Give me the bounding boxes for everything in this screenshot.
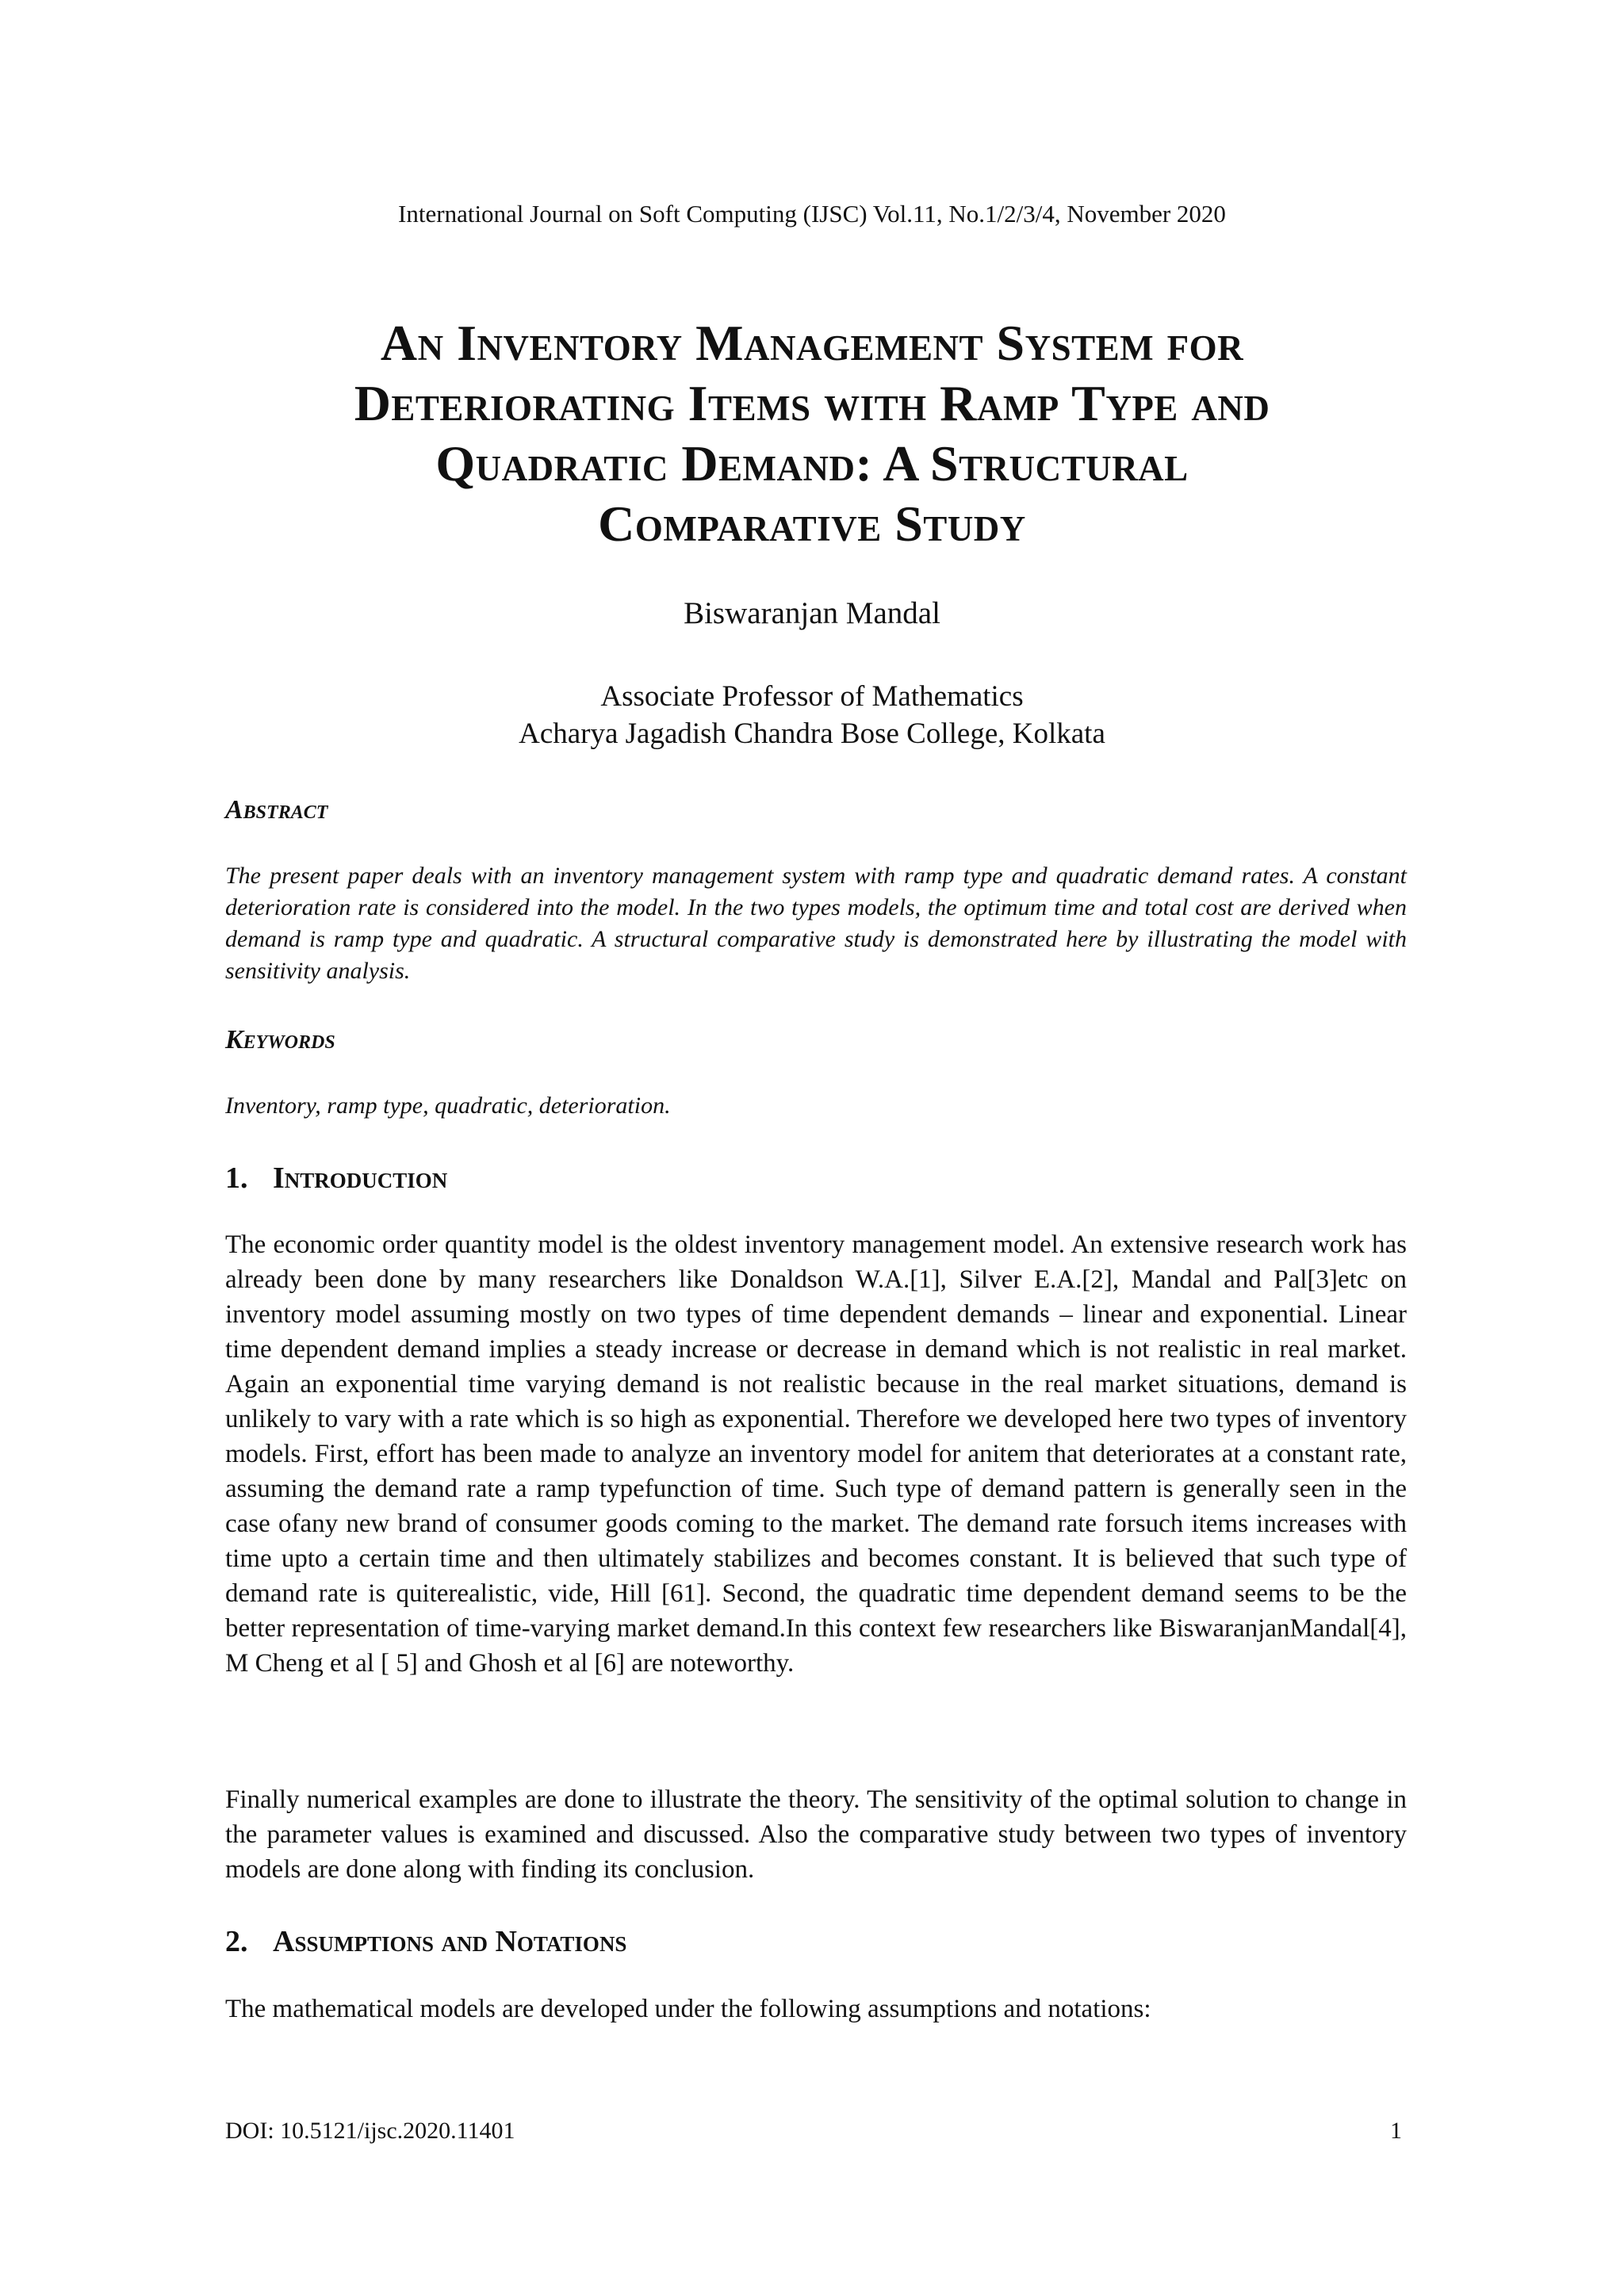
keywords-heading: Keywords xyxy=(225,1025,335,1054)
author-affiliation xyxy=(0,678,1624,752)
section-heading-introduction xyxy=(225,1159,447,1197)
paper-title xyxy=(178,313,1446,554)
page-number: 1 xyxy=(1390,2118,1402,2144)
footer-doi: DOI: 10.5121/ijsc.2020.11401 xyxy=(225,2118,515,2144)
section-number: 1. xyxy=(225,1161,248,1195)
title-line: Quadratic Demand: A Structural xyxy=(435,435,1189,492)
section-title: Assumptions and Notations xyxy=(273,1925,627,1958)
intro-paragraph: The economic order quantity model is the oldest inventory management model. An extensive research work has already been done by many researchers like Donaldson W.A.[1], Silver E.A.[2], Mandal and Pal[3]etc on inventory model assuming mostly on two types of time dependent demands – linear and exponential. Linear time dependent demand implies a steady increase or decrease in demand which is not realistic in real market. Again an exponential time varying demand is not realistic because in the real market situations, demand is unlikely to vary with a rate which is so high as exponential. Therefore we developed here two types of inventory models. First, effort has been made to analyze an inventory model for anitem that deteriorates at a constant rate, assuming the demand rate a ramp typefunction of time. Such type of demand pattern is generally seen in the case ofany new brand of consumer goods coming to the market. The demand rate forsuch items increases with time upto a certain time and then ultimately stabilizes and becomes constant. It is believed that such type of demand rate is quiterealistic, vide, Hill [61]. Second, the quadratic time dependent demand seems to be the better representation of time-varying market demand.In this context few researchers like BiswaranjanMandal[4], M Cheng et al [ 5] and Ghosh et al [6] are noteworthy. xyxy=(225,1230,1407,1678)
intro-paragraph: Finally numerical examples are done to illustrate the theory. The sensitivity of the optimal solution to change in the parameter values is examined and discussed. Also the comparative study between two types of inventory models are done along with finding its conclusion. xyxy=(225,1785,1407,1884)
abstract-heading: Abstract xyxy=(225,795,328,825)
author-name: Biswaranjan Mandal xyxy=(684,596,940,630)
section-number: 2. xyxy=(225,1925,248,1958)
assumptions-paragraph: The mathematical models are developed under the following assumptions and notations: xyxy=(225,1995,1151,2023)
affiliation-line: Acharya Jagadish Chandra Bose College, Kolkata xyxy=(519,718,1105,750)
abstract-text: The present paper deals with an inventory management system with ramp type and quadratic demand rates. A constant deterioration rate is considered into the model. In the two types models, the optimum time and total cost are derived when demand is ramp type and quadratic. A structural comparative study is demonstrated here by illustrating the model with sensitivity analysis. xyxy=(225,863,1407,984)
title-line: Deteriorating Items with Ramp Type and xyxy=(354,375,1270,431)
keywords-text: Inventory, ramp type, quadratic, deterioration. xyxy=(225,1093,671,1119)
running-header: International Journal on Soft Computing (IJSC) Vol.11, No.1/2/3/4, November 2020 xyxy=(398,200,1226,228)
section-title: Introduction xyxy=(273,1161,448,1195)
title-line: An Inventory Management System for xyxy=(380,315,1244,371)
title-line: Comparative Study xyxy=(598,496,1026,552)
section-heading-assumptions xyxy=(225,1923,626,1961)
affiliation-line: Associate Professor of Mathematics xyxy=(600,680,1024,713)
